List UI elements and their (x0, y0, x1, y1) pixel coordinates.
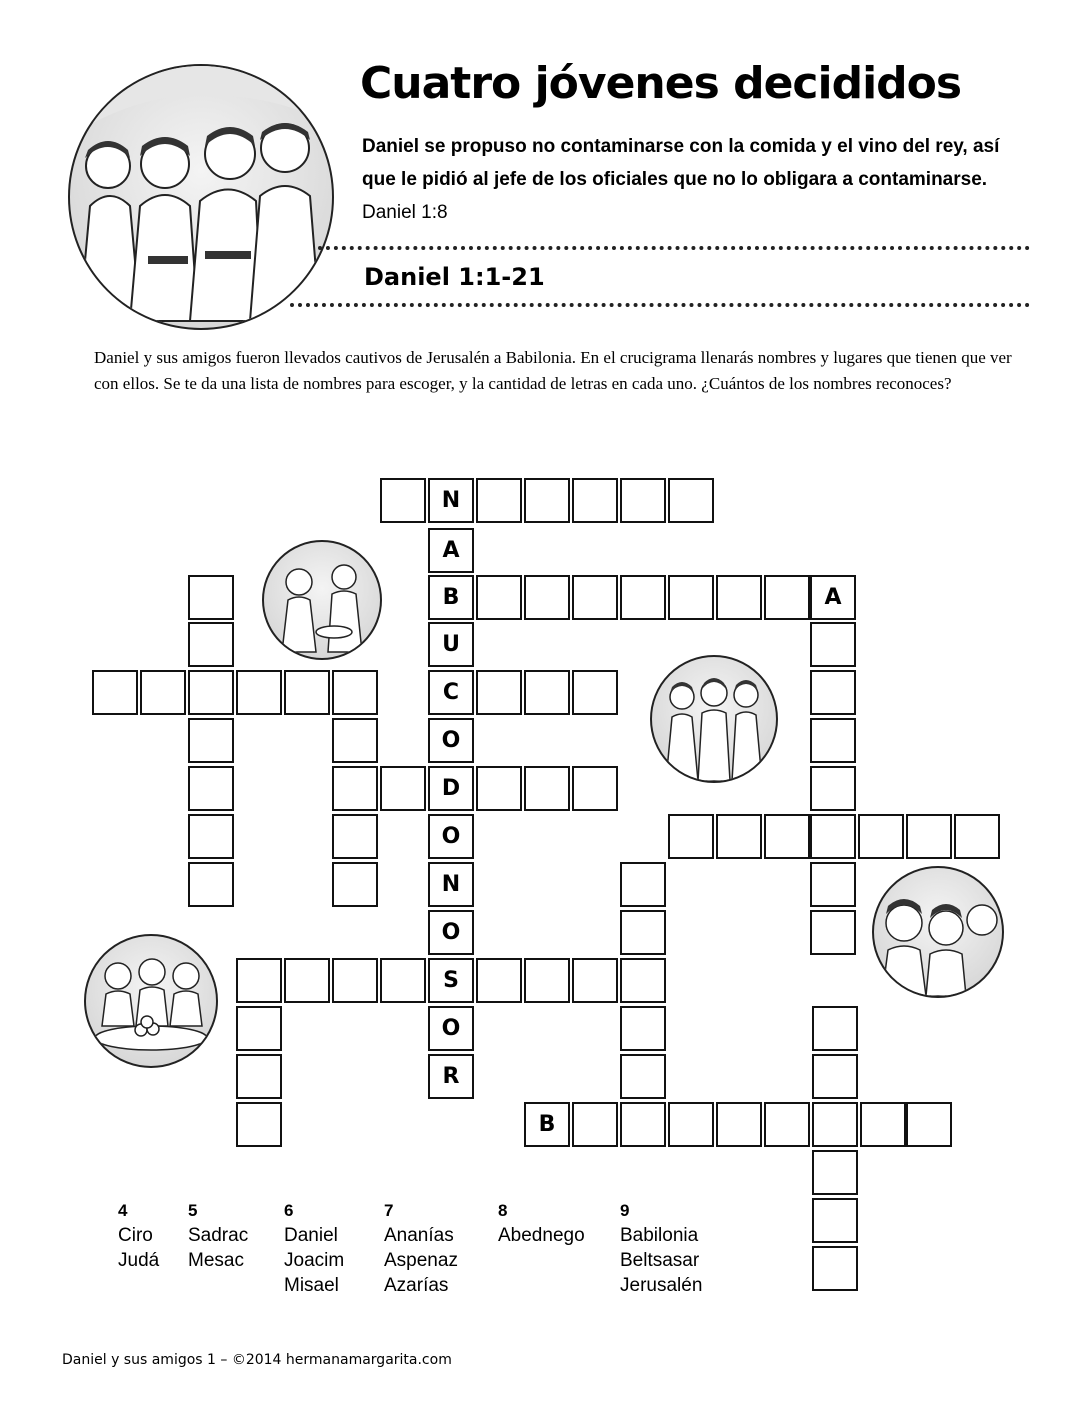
crossword-cell[interactable] (572, 670, 618, 715)
crossword-cell[interactable] (812, 1246, 858, 1291)
crossword-cell: C (428, 670, 474, 715)
crossword-cell[interactable] (812, 1150, 858, 1195)
crossword-cell[interactable] (380, 958, 426, 1003)
young-men-illustration (650, 655, 778, 783)
crossword-cell[interactable] (188, 670, 234, 715)
crossword-cell[interactable] (810, 670, 856, 715)
crossword-cell: A (810, 575, 856, 620)
word-list-item: Joacim (284, 1250, 345, 1271)
word-list-column-7 (384, 1198, 458, 1298)
crossword-cell[interactable] (716, 1102, 762, 1147)
crossword-cell[interactable] (524, 575, 570, 620)
crossword-cell[interactable] (620, 1102, 666, 1147)
crossword-cell: D (428, 766, 474, 811)
crossword-cell[interactable] (620, 910, 666, 955)
word-list-item: Abednego (498, 1225, 585, 1246)
word-list-item: Daniel (284, 1225, 338, 1246)
crossword-cell[interactable] (188, 766, 234, 811)
instructions-paragraph: Daniel y sus amigos fueron llevados cautivos de Jerusalén a Babilonia. En el crucigrama llenarás nombres y lugares que tienen que ver con ellos. Se te da una lista de nombres para escoger, y la cantidad de letras en cada uno. ¿Cuántos de los nombres reconoces? (94, 348, 1012, 393)
crossword-cell[interactable] (858, 814, 904, 859)
crossword-cell[interactable] (188, 814, 234, 859)
crossword-cell[interactable] (860, 1102, 906, 1147)
crossword-cell[interactable] (188, 862, 234, 907)
feast-icon (264, 542, 380, 658)
word-list-item: Aspenaz (384, 1250, 458, 1271)
crossword-cell[interactable] (572, 958, 618, 1003)
crossword-cell[interactable] (332, 814, 378, 859)
passage-reference: Daniel 1:1-21 (364, 263, 545, 291)
crossword-cell[interactable] (524, 478, 570, 523)
crossword-cell[interactable] (572, 1102, 618, 1147)
crossword-cell[interactable] (668, 814, 714, 859)
crossword-cell: R (428, 1054, 474, 1099)
surprised-faces-icon (874, 868, 1002, 996)
crossword-cell[interactable] (284, 670, 330, 715)
crossword-cell[interactable] (476, 670, 522, 715)
crossword-cell[interactable] (476, 478, 522, 523)
crossword-cell[interactable] (764, 575, 810, 620)
word-list-item: Babilonia (620, 1225, 699, 1246)
word-list-item: Sadrac (188, 1225, 249, 1246)
word-list-item: Azarías (384, 1275, 449, 1296)
crossword-cell[interactable] (524, 958, 570, 1003)
crossword-cell[interactable] (332, 862, 378, 907)
crossword-cell: U (428, 622, 474, 667)
verse-reference: Daniel 1:8 (362, 202, 448, 223)
crossword-cell: O (428, 1006, 474, 1051)
crossword-cell: O (428, 718, 474, 763)
crossword-cell[interactable] (954, 814, 1000, 859)
crossword-cell[interactable] (668, 575, 714, 620)
crossword-cell[interactable] (810, 718, 856, 763)
crossword-cell[interactable] (810, 862, 856, 907)
word-length-label: 4 (118, 1201, 128, 1220)
word-list-item: Ciro (118, 1225, 153, 1246)
crossword-cell[interactable] (236, 1054, 282, 1099)
crossword-cell[interactable] (620, 958, 666, 1003)
word-list-column-6 (284, 1198, 344, 1298)
crossword-cell[interactable] (380, 766, 426, 811)
crossword-cell: O (428, 910, 474, 955)
verse-text: Daniel se propuso no contaminarse con la comida y el vino del rey, así que le pidió al jefe de los oficiales que no lo obligara a contaminarse. (362, 136, 1000, 190)
word-length-label: 8 (498, 1201, 508, 1220)
crossword-cell[interactable] (284, 958, 330, 1003)
crossword-cell[interactable] (140, 670, 186, 715)
crossword-cell: S (428, 958, 474, 1003)
word-length-label: 6 (284, 1201, 294, 1220)
crossword-cell[interactable] (812, 1198, 858, 1243)
crossword-cell[interactable] (332, 718, 378, 763)
crossword-cell: B (524, 1102, 570, 1147)
crossword-cell[interactable] (906, 814, 952, 859)
crossword-cell[interactable] (812, 1006, 858, 1051)
word-list-column-5 (188, 1198, 248, 1273)
word-list-item: Beltsasar (620, 1250, 700, 1271)
crossword-cell: N (428, 478, 474, 523)
crossword-cell[interactable] (236, 670, 282, 715)
word-list-column-4 (118, 1198, 159, 1273)
crossword-cell[interactable] (716, 575, 762, 620)
crossword-cell[interactable] (620, 478, 666, 523)
crossword-cell[interactable] (810, 766, 856, 811)
page-title: Cuatro jóvenes decididos (360, 58, 962, 109)
crossword-cell[interactable] (380, 478, 426, 523)
word-list-item: Jerusalén (620, 1275, 703, 1296)
crossword-cell[interactable] (572, 766, 618, 811)
crossword-cell: A (428, 528, 474, 573)
word-list-item: Ananías (384, 1225, 454, 1246)
crossword-cell[interactable] (236, 958, 282, 1003)
crossword-cell[interactable] (810, 910, 856, 955)
word-length-label: 7 (384, 1201, 394, 1220)
eating-scene-illustration (262, 540, 382, 660)
crossword-cell[interactable] (332, 766, 378, 811)
crossword-cell[interactable] (572, 575, 618, 620)
crossword-cell[interactable] (236, 1102, 282, 1147)
crossword-cell[interactable] (188, 718, 234, 763)
crossword-cell[interactable] (92, 670, 138, 715)
crossword-cell: N (428, 862, 474, 907)
crossword-cell[interactable] (476, 766, 522, 811)
crossword-cell[interactable] (188, 622, 234, 667)
crossword-cell[interactable] (716, 814, 762, 859)
crossword-cell[interactable] (620, 575, 666, 620)
crossword-cell[interactable] (810, 622, 856, 667)
crossword-cell[interactable] (524, 670, 570, 715)
table-food-icon (86, 936, 216, 1066)
word-length-label: 5 (188, 1201, 198, 1220)
crossword-cell[interactable] (620, 1006, 666, 1051)
word-list-item: Judá (118, 1250, 160, 1271)
word-list-item: Mesac (188, 1250, 244, 1271)
surprised-men-illustration (872, 866, 1004, 998)
crossword-cell[interactable] (476, 575, 522, 620)
word-list-column-8 (498, 1198, 585, 1248)
three-men-icon (652, 657, 776, 781)
crossword-cell[interactable] (668, 478, 714, 523)
crossword-cell[interactable] (764, 1102, 810, 1147)
crossword-cell[interactable] (524, 766, 570, 811)
crossword-cell: O (428, 814, 474, 859)
crossword-cell[interactable] (620, 1054, 666, 1099)
crossword-cell[interactable] (476, 958, 522, 1003)
crossword-cell[interactable] (332, 958, 378, 1003)
crossword-cell[interactable] (668, 1102, 714, 1147)
crossword-cell[interactable] (572, 478, 618, 523)
crossword-cell[interactable] (810, 814, 856, 859)
crossword-cell[interactable] (188, 575, 234, 620)
crossword-cell[interactable] (906, 1102, 952, 1147)
word-length-label: 9 (620, 1201, 630, 1220)
crossword-cell[interactable] (332, 670, 378, 715)
word-list-item: Misael (284, 1275, 339, 1296)
crossword-cell: B (428, 575, 474, 620)
crossword-cell[interactable] (812, 1102, 858, 1147)
food-table-illustration (84, 934, 218, 1068)
crossword-cell[interactable] (812, 1054, 858, 1099)
crossword-cell[interactable] (236, 1006, 282, 1051)
crossword-cell[interactable] (620, 862, 666, 907)
crossword-cell[interactable] (764, 814, 810, 859)
word-list-column-9 (620, 1198, 702, 1298)
footer-credit: Daniel y sus amigos 1 – ©2014 hermanamargarita.com (62, 1352, 452, 1368)
